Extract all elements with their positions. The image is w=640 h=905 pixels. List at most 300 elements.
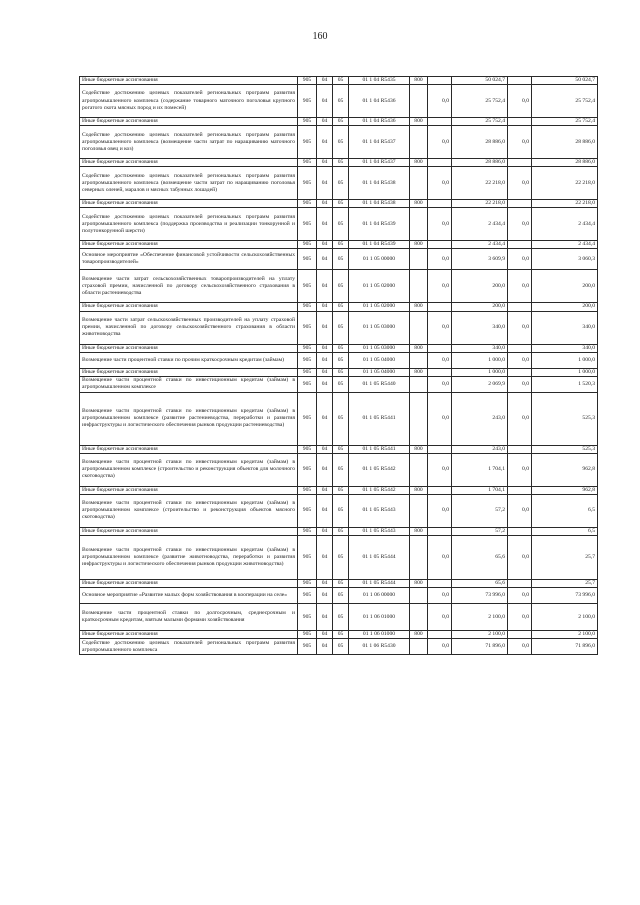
row-name-cell: Иные бюджетные ассигнования bbox=[80, 368, 298, 376]
subsection-cell: 05 bbox=[333, 167, 349, 200]
amount-4-cell: 525,3 bbox=[532, 445, 598, 453]
row-name-cell: Возмещение части затрат сельскохозяйственных товаропроизводителей на уплату страховой премии, начисленной по договору сельскохозяйственного страхования в области растениеводства bbox=[80, 270, 298, 303]
subsection-cell: 05 bbox=[333, 77, 349, 85]
budget-table bbox=[79, 76, 598, 655]
amount-4-cell: 200,0 bbox=[532, 270, 598, 303]
amount-3-cell: 0,0 bbox=[508, 85, 532, 118]
subsection-cell: 05 bbox=[333, 303, 349, 311]
expense-type-cell: 800 bbox=[410, 445, 428, 453]
row-name-cell: Основное мероприятие «Развитие малых форм хозяйствования в кооперации на селе» bbox=[80, 588, 298, 604]
ved-code-cell: 905 bbox=[298, 392, 317, 445]
ved-code-cell: 905 bbox=[298, 311, 317, 344]
ved-code-cell: 905 bbox=[298, 588, 317, 604]
row-name-cell: Возмещение части процентной ставки по долгосрочным, среднесрочным и краткосрочным кредитам, взятым малыми формами хозяйствования bbox=[80, 604, 298, 631]
amount-4-cell: 6,5 bbox=[532, 527, 598, 535]
amount-1-cell: 0,0 bbox=[428, 639, 452, 655]
subsection-cell: 05 bbox=[333, 376, 349, 392]
amount-4-cell: 1 000,0 bbox=[532, 352, 598, 368]
amount-1-cell: 0,0 bbox=[428, 167, 452, 200]
table-row bbox=[80, 200, 598, 208]
amount-4-cell: 525,3 bbox=[532, 392, 598, 445]
amount-1-cell: 0,0 bbox=[428, 270, 452, 303]
subsection-cell: 05 bbox=[333, 445, 349, 453]
expense-type-cell bbox=[410, 352, 428, 368]
ved-code-cell: 905 bbox=[298, 241, 317, 249]
ved-code-cell: 905 bbox=[298, 376, 317, 392]
amount-2-cell: 57,2 bbox=[452, 494, 508, 527]
row-name-cell: Иные бюджетные ассигнования bbox=[80, 527, 298, 535]
table-row bbox=[80, 159, 598, 167]
ved-code-cell: 905 bbox=[298, 249, 317, 270]
ved-code-cell: 905 bbox=[298, 453, 317, 486]
amount-2-cell: 2 100,0 bbox=[452, 631, 508, 639]
amount-1-cell bbox=[428, 580, 452, 588]
ved-code-cell: 905 bbox=[298, 580, 317, 588]
target-article-cell: 01 1 04 R5439 bbox=[349, 208, 410, 241]
ved-code-cell: 905 bbox=[298, 208, 317, 241]
row-name-cell: Иные бюджетные ассигнования bbox=[80, 241, 298, 249]
expense-type-cell: 800 bbox=[410, 527, 428, 535]
target-article-cell: 01 1 04 R5436 bbox=[349, 118, 410, 126]
subsection-cell: 05 bbox=[333, 639, 349, 655]
expense-type-cell bbox=[410, 85, 428, 118]
subsection-cell: 05 bbox=[333, 527, 349, 535]
amount-2-cell: 57,2 bbox=[452, 527, 508, 535]
amount-1-cell: 0,0 bbox=[428, 392, 452, 445]
expense-type-cell bbox=[410, 126, 428, 159]
row-name-cell: Возмещение части процентной ставки по инвестиционным кредитам (займам) в агропромышленном комплексе (развитие растениеводства, переработки и развития инфраструктуры и логистического обеспечения рынков продукции растениеводства) bbox=[80, 392, 298, 445]
amount-3-cell bbox=[508, 118, 532, 126]
amount-2-cell: 65,6 bbox=[452, 536, 508, 580]
subsection-cell: 05 bbox=[333, 631, 349, 639]
section-cell: 04 bbox=[317, 85, 333, 118]
expense-type-cell bbox=[410, 604, 428, 631]
target-article-cell: 01 1 05 02000 bbox=[349, 303, 410, 311]
amount-2-cell: 22 218,0 bbox=[452, 200, 508, 208]
amount-2-cell: 200,0 bbox=[452, 303, 508, 311]
section-cell: 04 bbox=[317, 241, 333, 249]
amount-3-cell bbox=[508, 200, 532, 208]
amount-1-cell: 0,0 bbox=[428, 588, 452, 604]
row-name-cell: Возмещение части затрат сельскохозяйственных производителей на уплату страховой премии, начисленной по договору сельскохозяйственного страхования в области животноводства bbox=[80, 311, 298, 344]
ved-code-cell: 905 bbox=[298, 303, 317, 311]
row-name-cell: Иные бюджетные ассигнования bbox=[80, 200, 298, 208]
amount-4-cell: 200,0 bbox=[532, 303, 598, 311]
amount-3-cell: 0,0 bbox=[508, 536, 532, 580]
amount-2-cell: 340,0 bbox=[452, 311, 508, 344]
ved-code-cell: 905 bbox=[298, 77, 317, 85]
amount-3-cell: 0,0 bbox=[508, 604, 532, 631]
amount-2-cell: 1 000,0 bbox=[452, 368, 508, 376]
amount-1-cell: 0,0 bbox=[428, 376, 452, 392]
target-article-cell: 01 1 04 R5436 bbox=[349, 85, 410, 118]
expense-type-cell: 800 bbox=[410, 77, 428, 85]
expense-type-cell bbox=[410, 311, 428, 344]
amount-4-cell: 73 996,0 bbox=[532, 588, 598, 604]
section-cell: 04 bbox=[317, 126, 333, 159]
amount-4-cell: 1 520,3 bbox=[532, 376, 598, 392]
amount-3-cell bbox=[508, 445, 532, 453]
page-number: 160 bbox=[312, 31, 328, 42]
amount-2-cell: 200,0 bbox=[452, 270, 508, 303]
section-cell: 04 bbox=[317, 118, 333, 126]
amount-1-cell bbox=[428, 631, 452, 639]
amount-2-cell: 25 752,4 bbox=[452, 85, 508, 118]
row-name-cell: Иные бюджетные ассигнования bbox=[80, 580, 298, 588]
amount-4-cell: 2 434,4 bbox=[532, 208, 598, 241]
amount-3-cell bbox=[508, 631, 532, 639]
table-row bbox=[80, 241, 598, 249]
amount-4-cell: 340,0 bbox=[532, 311, 598, 344]
table-row bbox=[80, 392, 598, 445]
ved-code-cell: 905 bbox=[298, 494, 317, 527]
table-row bbox=[80, 249, 598, 270]
subsection-cell: 05 bbox=[333, 392, 349, 445]
target-article-cell: 01 1 05 03000 bbox=[349, 344, 410, 352]
amount-3-cell: 0,0 bbox=[508, 352, 532, 368]
amount-1-cell: 0,0 bbox=[428, 249, 452, 270]
section-cell: 04 bbox=[317, 604, 333, 631]
amount-3-cell bbox=[508, 486, 532, 494]
row-name-cell: Иные бюджетные ассигнования bbox=[80, 159, 298, 167]
row-name-cell: Основное мероприятие «Обеспечение финансовой устойчивости сельскохозяйственных товаропроизводителей» bbox=[80, 249, 298, 270]
subsection-cell: 05 bbox=[333, 604, 349, 631]
amount-2-cell: 340,0 bbox=[452, 344, 508, 352]
section-cell: 04 bbox=[317, 494, 333, 527]
subsection-cell: 05 bbox=[333, 494, 349, 527]
table-row bbox=[80, 303, 598, 311]
section-cell: 04 bbox=[317, 208, 333, 241]
amount-2-cell: 2 069,9 bbox=[452, 376, 508, 392]
ved-code-cell: 905 bbox=[298, 486, 317, 494]
amount-1-cell bbox=[428, 303, 452, 311]
expense-type-cell bbox=[410, 588, 428, 604]
section-cell: 04 bbox=[317, 639, 333, 655]
amount-4-cell: 2 434,4 bbox=[532, 241, 598, 249]
amount-2-cell: 25 752,4 bbox=[452, 118, 508, 126]
amount-1-cell: 0,0 bbox=[428, 208, 452, 241]
expense-type-cell bbox=[410, 453, 428, 486]
ved-code-cell: 905 bbox=[298, 118, 317, 126]
expense-type-cell bbox=[410, 208, 428, 241]
section-cell: 04 bbox=[317, 368, 333, 376]
table-row bbox=[80, 494, 598, 527]
subsection-cell: 05 bbox=[333, 270, 349, 303]
target-article-cell: 01 1 05 03000 bbox=[349, 311, 410, 344]
ved-code-cell: 905 bbox=[298, 639, 317, 655]
amount-4-cell: 25,7 bbox=[532, 580, 598, 588]
table-row bbox=[80, 77, 598, 85]
section-cell: 04 bbox=[317, 527, 333, 535]
table-row bbox=[80, 118, 598, 126]
section-cell: 04 bbox=[317, 167, 333, 200]
expense-type-cell bbox=[410, 376, 428, 392]
expense-type-cell bbox=[410, 270, 428, 303]
amount-4-cell: 6,5 bbox=[532, 494, 598, 527]
target-article-cell: 01 1 05 04000 bbox=[349, 352, 410, 368]
amount-1-cell: 0,0 bbox=[428, 536, 452, 580]
subsection-cell: 05 bbox=[333, 249, 349, 270]
amount-3-cell bbox=[508, 580, 532, 588]
row-name-cell: Возмещение части процентной ставки по прочим краткосрочным кредитам (займам) bbox=[80, 352, 298, 368]
amount-4-cell: 2 100,0 bbox=[532, 604, 598, 631]
row-name-cell: Возмещение части процентной ставки по инвестиционным кредитам (займам) в агропромышленном комплексе (развитие животноводства, переработки и развития инфраструктуры и логистического обеспечения рынков продукции животноводства) bbox=[80, 536, 298, 580]
row-name-cell: Иные бюджетные ассигнования bbox=[80, 344, 298, 352]
amount-4-cell: 22 218,0 bbox=[532, 167, 598, 200]
subsection-cell: 05 bbox=[333, 241, 349, 249]
row-name-cell: Возмещение части процентной ставки по инвестиционным кредитам (займам) в агропромышленном комплексе (строительство и реконструкция объектов мясного скотоводства) bbox=[80, 494, 298, 527]
amount-3-cell bbox=[508, 527, 532, 535]
table-row bbox=[80, 344, 598, 352]
target-article-cell: 01 1 05 R5444 bbox=[349, 536, 410, 580]
section-cell: 04 bbox=[317, 270, 333, 303]
row-name-cell: Иные бюджетные ассигнования bbox=[80, 77, 298, 85]
section-cell: 04 bbox=[317, 445, 333, 453]
ved-code-cell: 905 bbox=[298, 344, 317, 352]
amount-2-cell: 1 704,1 bbox=[452, 453, 508, 486]
expense-type-cell bbox=[410, 249, 428, 270]
amount-3-cell: 0,0 bbox=[508, 126, 532, 159]
target-article-cell: 01 1 05 R5444 bbox=[349, 580, 410, 588]
subsection-cell: 05 bbox=[333, 208, 349, 241]
subsection-cell: 05 bbox=[333, 536, 349, 580]
amount-4-cell: 25 752,4 bbox=[532, 85, 598, 118]
amount-1-cell bbox=[428, 77, 452, 85]
row-name-cell: Иные бюджетные ассигнования bbox=[80, 486, 298, 494]
expense-type-cell: 800 bbox=[410, 368, 428, 376]
amount-1-cell bbox=[428, 200, 452, 208]
amount-4-cell: 962,8 bbox=[532, 453, 598, 486]
amount-4-cell: 50 024,7 bbox=[532, 77, 598, 85]
amount-1-cell bbox=[428, 159, 452, 167]
amount-3-cell bbox=[508, 77, 532, 85]
section-cell: 04 bbox=[317, 159, 333, 167]
section-cell: 04 bbox=[317, 376, 333, 392]
table-row bbox=[80, 352, 598, 368]
ved-code-cell: 905 bbox=[298, 527, 317, 535]
target-article-cell: 01 1 04 R5437 bbox=[349, 159, 410, 167]
section-cell: 04 bbox=[317, 77, 333, 85]
amount-1-cell bbox=[428, 527, 452, 535]
target-article-cell: 01 1 06 00000 bbox=[349, 588, 410, 604]
section-cell: 04 bbox=[317, 200, 333, 208]
table-row bbox=[80, 85, 598, 118]
row-name-cell: Иные бюджетные ассигнования bbox=[80, 445, 298, 453]
expense-type-cell: 800 bbox=[410, 580, 428, 588]
amount-2-cell: 28 886,0 bbox=[452, 126, 508, 159]
target-article-cell: 01 1 05 R5441 bbox=[349, 392, 410, 445]
subsection-cell: 05 bbox=[333, 311, 349, 344]
amount-1-cell bbox=[428, 344, 452, 352]
subsection-cell: 05 bbox=[333, 200, 349, 208]
expense-type-cell: 800 bbox=[410, 486, 428, 494]
row-name-cell: Содействие достижению целевых показателей региональных программ развития агропромышленного комплекса (содержание товарного маточного поголовья крупного рогатого скота мясных пород и их помесей) bbox=[80, 85, 298, 118]
amount-2-cell: 243,0 bbox=[452, 392, 508, 445]
section-cell: 04 bbox=[317, 249, 333, 270]
table-row bbox=[80, 270, 598, 303]
ved-code-cell: 905 bbox=[298, 352, 317, 368]
amount-2-cell: 73 996,0 bbox=[452, 588, 508, 604]
amount-4-cell: 3 060,3 bbox=[532, 249, 598, 270]
target-article-cell: 01 1 05 02000 bbox=[349, 270, 410, 303]
amount-2-cell: 71 896,0 bbox=[452, 639, 508, 655]
table-row bbox=[80, 445, 598, 453]
subsection-cell: 05 bbox=[333, 126, 349, 159]
row-name-cell: Иные бюджетные ассигнования bbox=[80, 118, 298, 126]
expense-type-cell bbox=[410, 639, 428, 655]
amount-2-cell: 243,0 bbox=[452, 445, 508, 453]
ved-code-cell: 905 bbox=[298, 159, 317, 167]
subsection-cell: 05 bbox=[333, 118, 349, 126]
amount-1-cell: 0,0 bbox=[428, 311, 452, 344]
amount-4-cell: 340,0 bbox=[532, 344, 598, 352]
expense-type-cell: 800 bbox=[410, 200, 428, 208]
target-article-cell: 01 1 05 04000 bbox=[349, 368, 410, 376]
amount-1-cell: 0,0 bbox=[428, 126, 452, 159]
ved-code-cell: 905 bbox=[298, 631, 317, 639]
section-cell: 04 bbox=[317, 311, 333, 344]
amount-1-cell: 0,0 bbox=[428, 494, 452, 527]
table-row bbox=[80, 311, 598, 344]
amount-4-cell: 28 886,0 bbox=[532, 126, 598, 159]
expense-type-cell: 800 bbox=[410, 344, 428, 352]
expense-type-cell: 800 bbox=[410, 241, 428, 249]
subsection-cell: 05 bbox=[333, 580, 349, 588]
target-article-cell: 01 1 05 R5443 bbox=[349, 527, 410, 535]
table-row bbox=[80, 208, 598, 241]
subsection-cell: 05 bbox=[333, 486, 349, 494]
amount-4-cell: 25 752,4 bbox=[532, 118, 598, 126]
table-row bbox=[80, 126, 598, 159]
table-row bbox=[80, 368, 598, 376]
target-article-cell: 01 1 06 01000 bbox=[349, 631, 410, 639]
target-article-cell: 01 1 05 00000 bbox=[349, 249, 410, 270]
table-row bbox=[80, 536, 598, 580]
ved-code-cell: 905 bbox=[298, 445, 317, 453]
amount-1-cell: 0,0 bbox=[428, 352, 452, 368]
expense-type-cell: 800 bbox=[410, 159, 428, 167]
expense-type-cell bbox=[410, 167, 428, 200]
section-cell: 04 bbox=[317, 344, 333, 352]
section-cell: 04 bbox=[317, 536, 333, 580]
amount-3-cell: 0,0 bbox=[508, 376, 532, 392]
amount-1-cell bbox=[428, 368, 452, 376]
expense-type-cell: 800 bbox=[410, 303, 428, 311]
target-article-cell: 01 1 06 R5430 bbox=[349, 639, 410, 655]
amount-3-cell: 0,0 bbox=[508, 453, 532, 486]
expense-type-cell: 800 bbox=[410, 118, 428, 126]
table-row bbox=[80, 167, 598, 200]
expense-type-cell bbox=[410, 392, 428, 445]
subsection-cell: 05 bbox=[333, 159, 349, 167]
ved-code-cell: 905 bbox=[298, 200, 317, 208]
row-name-cell: Иные бюджетные ассигнования bbox=[80, 631, 298, 639]
amount-3-cell: 0,0 bbox=[508, 270, 532, 303]
amount-1-cell bbox=[428, 486, 452, 494]
ved-code-cell: 905 bbox=[298, 167, 317, 200]
subsection-cell: 05 bbox=[333, 588, 349, 604]
amount-4-cell: 2 100,0 bbox=[532, 631, 598, 639]
target-article-cell: 01 1 05 R5442 bbox=[349, 486, 410, 494]
amount-4-cell: 962,8 bbox=[532, 486, 598, 494]
expense-type-cell bbox=[410, 494, 428, 527]
section-cell: 04 bbox=[317, 352, 333, 368]
table-row bbox=[80, 453, 598, 486]
ved-code-cell: 905 bbox=[298, 536, 317, 580]
amount-1-cell bbox=[428, 445, 452, 453]
amount-3-cell bbox=[508, 159, 532, 167]
amount-4-cell: 71 896,0 bbox=[532, 639, 598, 655]
subsection-cell: 05 bbox=[333, 453, 349, 486]
table-row bbox=[80, 639, 598, 655]
table-row bbox=[80, 604, 598, 631]
amount-1-cell: 0,0 bbox=[428, 453, 452, 486]
amount-2-cell: 28 886,0 bbox=[452, 159, 508, 167]
target-article-cell: 01 1 04 R5439 bbox=[349, 241, 410, 249]
row-name-cell: Содействие достижению целевых показателей региональных программ развития агропромышленного комплекса (возмещение части затрат по наращиванию поголовья северных оленей, маралов и мясных табунных лошадей) bbox=[80, 167, 298, 200]
subsection-cell: 05 bbox=[333, 344, 349, 352]
amount-3-cell: 0,0 bbox=[508, 208, 532, 241]
amount-4-cell: 25,7 bbox=[532, 536, 598, 580]
target-article-cell: 01 1 05 R5442 bbox=[349, 453, 410, 486]
amount-2-cell: 2 100,0 bbox=[452, 604, 508, 631]
amount-2-cell: 65,6 bbox=[452, 580, 508, 588]
row-name-cell: Возмещение части процентной ставки по инвестиционным кредитам (займам) в агропромышленном комплексе bbox=[80, 376, 298, 392]
amount-3-cell: 0,0 bbox=[508, 167, 532, 200]
amount-2-cell: 50 024,7 bbox=[452, 77, 508, 85]
amount-1-cell: 0,0 bbox=[428, 85, 452, 118]
row-name-cell: Содействие достижению целевых показателей региональных программ развития агропромышленного комплекса bbox=[80, 639, 298, 655]
subsection-cell: 05 bbox=[333, 85, 349, 118]
row-name-cell: Возмещение части процентной ставки по инвестиционным кредитам (займам) в агропромышленном комплексе (строительство и реконструкция объектов для молочного скотоводства) bbox=[80, 453, 298, 486]
amount-2-cell: 1 000,0 bbox=[452, 352, 508, 368]
amount-3-cell bbox=[508, 368, 532, 376]
section-cell: 04 bbox=[317, 392, 333, 445]
amount-3-cell: 0,0 bbox=[508, 392, 532, 445]
amount-3-cell: 0,0 bbox=[508, 639, 532, 655]
target-article-cell: 01 1 04 R5435 bbox=[349, 77, 410, 85]
amount-4-cell: 22 218,0 bbox=[532, 200, 598, 208]
amount-3-cell: 0,0 bbox=[508, 588, 532, 604]
target-article-cell: 01 1 04 R5438 bbox=[349, 200, 410, 208]
amount-2-cell: 2 434,4 bbox=[452, 241, 508, 249]
amount-3-cell: 0,0 bbox=[508, 311, 532, 344]
target-article-cell: 01 1 06 01000 bbox=[349, 604, 410, 631]
subsection-cell: 05 bbox=[333, 352, 349, 368]
budget-table-body bbox=[80, 77, 598, 655]
amount-3-cell bbox=[508, 241, 532, 249]
amount-1-cell bbox=[428, 118, 452, 126]
ved-code-cell: 905 bbox=[298, 368, 317, 376]
amount-1-cell: 0,0 bbox=[428, 604, 452, 631]
target-article-cell: 01 1 05 R5443 bbox=[349, 494, 410, 527]
row-name-cell: Иные бюджетные ассигнования bbox=[80, 303, 298, 311]
amount-3-cell: 0,0 bbox=[508, 494, 532, 527]
ved-code-cell: 905 bbox=[298, 604, 317, 631]
section-cell: 04 bbox=[317, 486, 333, 494]
amount-1-cell bbox=[428, 241, 452, 249]
table-row bbox=[80, 527, 598, 535]
target-article-cell: 01 1 05 R5441 bbox=[349, 445, 410, 453]
amount-2-cell: 3 609,9 bbox=[452, 249, 508, 270]
amount-2-cell: 22 218,0 bbox=[452, 167, 508, 200]
amount-3-cell bbox=[508, 344, 532, 352]
expense-type-cell bbox=[410, 536, 428, 580]
amount-4-cell: 1 000,0 bbox=[532, 368, 598, 376]
row-name-cell: Содействие достижению целевых показателей региональных программ развития агропромышленного комплекса (возмещение части затрат по наращиванию маточного поголовья овец и коз) bbox=[80, 126, 298, 159]
ved-code-cell: 905 bbox=[298, 85, 317, 118]
table-row bbox=[80, 376, 598, 392]
